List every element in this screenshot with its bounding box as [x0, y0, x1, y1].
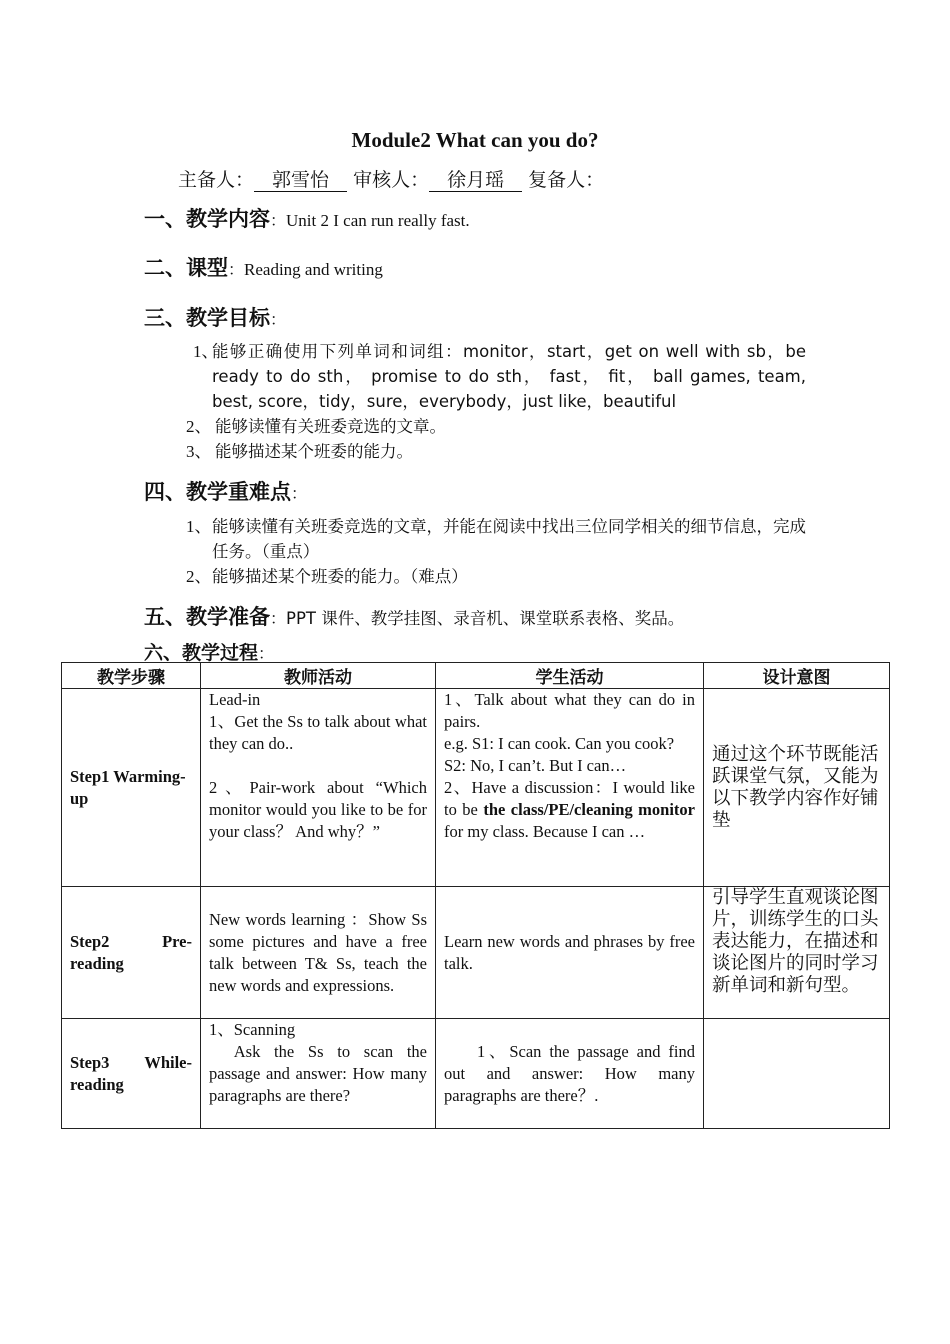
process-table: [61, 662, 890, 1129]
design-intent-cell: 通过这个环节既能活跃课堂气氛，又能为以下教学内容作好铺垫: [704, 689, 890, 887]
student-activity-cell: 1、Scan the passage and find out and answer: How many paragraphs are there？.: [436, 1019, 704, 1129]
section-heading: 五、教学准备: [144, 605, 270, 629]
section-heading: 四、教学重难点: [144, 480, 291, 504]
second-preparer-label: 复备人：: [528, 169, 605, 191]
section-objectives: 三、教学目标：: [144, 306, 287, 330]
main-preparer-name: 郭雪怡: [254, 169, 347, 192]
section-content: 一、教学内容：Unit 2 I can run really fast.: [144, 207, 470, 231]
table-header-row: [62, 663, 890, 689]
objectives-list: [193, 339, 806, 414]
section-text: Reading and writing: [244, 260, 383, 279]
reviewer-label: 审核人：: [353, 169, 430, 191]
teacher-activity-cell: Lead-in 1、Get the Ss to talk about what they can do.. 2、Pair-work about “Which monitor would you like to be for your class？ And why？”: [201, 689, 436, 887]
column-header: 教师活动: [201, 663, 436, 689]
section-keypoints: 四、教学重难点：: [144, 480, 308, 504]
section-text: Unit 2 I can run really fast.: [286, 211, 470, 230]
student-activity-cell: Learn new words and phrases by free talk.: [436, 887, 704, 1019]
document-title: Module2 What can you do?: [351, 128, 599, 152]
preparers-line: [178, 165, 604, 192]
column-header: 设计意图: [704, 663, 890, 689]
list-item: 2、 能够读懂有关班委竞选的文章。: [186, 417, 446, 436]
table-row: [62, 887, 890, 1019]
section-heading: 三、教学目标: [144, 306, 270, 330]
reviewer-name: 徐月瑶: [429, 169, 522, 192]
list-item: 1、 能够读懂有关班委竞选的文章，并能在阅读中找出三位同学相关的细节信息，完成任务。（重点）: [186, 517, 806, 561]
student-activity-cell: 1、Talk about what they can do in pairs. e.g. S1: I can cook. Can you cook? S2: No, I can’t. But I can… 2、Have a discussion：I would like to be the class/PE/cleaning monitor for my class. Because I can …: [436, 689, 704, 887]
table-row: [62, 1019, 890, 1129]
list-item: 2、 能够描述某个班委的能力。（难点）: [186, 567, 468, 586]
section-text: PPT 课件、教学挂图、录音机、课堂联系表格、奖品。: [286, 609, 685, 628]
design-intent-cell: [704, 1019, 890, 1129]
column-header: 学生活动: [436, 663, 704, 689]
section-heading: 六、教学过程: [144, 642, 259, 664]
step-cell: Step1 Warming-up: [62, 689, 201, 887]
section-type: 二、课型：Reading and writing: [144, 256, 383, 280]
section-heading: 一、教学内容: [144, 207, 270, 231]
section-preparation: 五、教学准备：PPT 课件、教学挂图、录音机、课堂联系表格、奖品。: [144, 605, 685, 629]
objectives-list-more: [186, 414, 806, 464]
column-header: 教学步骤: [62, 663, 201, 689]
step-cell: Step2 Pre-reading: [62, 887, 201, 1019]
section-heading: 二、课型: [144, 256, 228, 280]
list-item: 3、 能够描述某个班委的能力。: [186, 442, 413, 461]
teacher-activity-cell: New words learning ：Show Ss some pictures and have a free talk between T& Ss, teach the new words and expressions.: [201, 887, 436, 1019]
step-cell: Step3 While-reading: [62, 1019, 201, 1129]
teacher-activity-cell: 1、Scanning Ask the Ss to scan the passage and answer: How many paragraphs are there?: [201, 1019, 436, 1129]
main-preparer-label: 主备人：: [178, 169, 255, 191]
list-item: 1、 能够正确使用下列单词和词组：monitor，start，get on well with sb，be ready to do sth， promise to do sth， fast， fit， ball games, team, best, score，tidy，sure，everybody，just like，beautiful: [193, 342, 806, 411]
table-row: [62, 689, 890, 887]
design-intent-cell: 引导学生直观谈论图片，训练学生的口头表达能力，在描述和谈论图片的同时学习新单词和新句型。: [704, 887, 890, 1019]
section-process: 六、教学过程：: [144, 642, 275, 664]
keypoints-list: [186, 514, 811, 589]
